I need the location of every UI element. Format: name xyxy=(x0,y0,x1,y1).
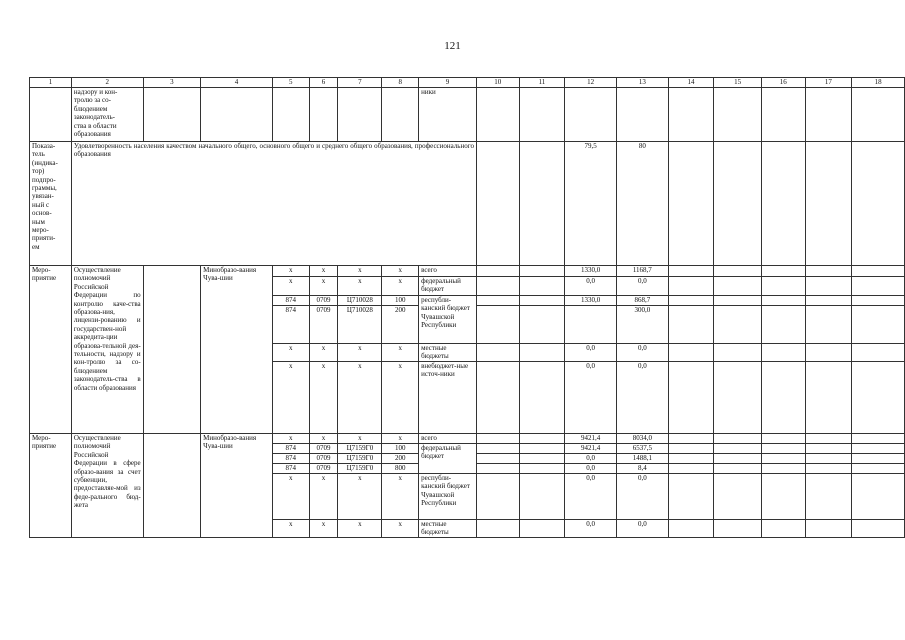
continuation-source: ники xyxy=(419,88,477,142)
cell-expense-group: 200 xyxy=(382,306,419,344)
table-row xyxy=(30,434,905,444)
indicator-text: Удовлетворенность населения качеством начального общего, основного общего и среднего общего образования, профессионального образования xyxy=(71,142,476,266)
cell-expense-group: 800 xyxy=(382,464,419,474)
header-cell: 7 xyxy=(338,78,382,88)
header-cell: 15 xyxy=(714,78,762,88)
cell-expense-group: x xyxy=(382,362,419,434)
cell-target: x xyxy=(338,277,382,296)
cell-section: 0709 xyxy=(309,444,338,454)
cell-value-12: 1330,0 xyxy=(565,266,617,277)
cell-expense-group: 100 xyxy=(382,296,419,306)
cell-grbs: x xyxy=(272,266,309,277)
cell-source: республи-канский бюджет Чувашской Республики xyxy=(419,474,477,520)
cell-value-13: 0,0 xyxy=(616,520,668,538)
table-row xyxy=(30,266,905,277)
cell-source: внебюджет-ные источ-ники xyxy=(419,362,477,434)
header-cell: 13 xyxy=(616,78,668,88)
header-cell: 8 xyxy=(382,78,419,88)
cell-section: x xyxy=(309,520,338,538)
indicator-row xyxy=(30,142,905,266)
cell-target: x xyxy=(338,474,382,520)
header-cell: 14 xyxy=(668,78,714,88)
cell-value-13: 868,7 xyxy=(616,296,668,306)
cell-section: x xyxy=(309,434,338,444)
cell-expense-group: 100 xyxy=(382,444,419,454)
cell-target: x xyxy=(338,434,382,444)
cell-section: x xyxy=(309,266,338,277)
cell-section: 0709 xyxy=(309,454,338,464)
cell-section: 0709 xyxy=(309,464,338,474)
cell-value-13: 0,0 xyxy=(616,277,668,296)
cell-section: x xyxy=(309,277,338,296)
cell-grbs: 874 xyxy=(272,296,309,306)
cell-target: Ц7159Г0 xyxy=(338,454,382,464)
cell-target: Ц710028 xyxy=(338,306,382,344)
measure-type: Меро- приятие xyxy=(30,266,72,434)
cell-section: x xyxy=(309,474,338,520)
cell-value-12: 0,0 xyxy=(565,474,617,520)
cell-source: местные бюджеты xyxy=(419,344,477,362)
cell-source: всего xyxy=(419,266,477,277)
cell-source: местные бюджеты xyxy=(419,520,477,538)
cell-source: федеральный бюджет xyxy=(419,444,477,474)
measure-executor: Минобразо-вания Чува-шии xyxy=(201,266,273,434)
cell-expense-group: x xyxy=(382,266,419,277)
cell-grbs: x xyxy=(272,434,309,444)
cell-expense-group: x xyxy=(382,344,419,362)
measure-executor: Минобразо-вания Чува-шии xyxy=(201,434,273,538)
continuation-desc: надзору и кон- тролю за со- блюдением законодатель- ства в области образования xyxy=(71,88,143,142)
header-cell: 11 xyxy=(519,78,565,88)
cell-target: x xyxy=(338,362,382,434)
cell-section: 0709 xyxy=(309,296,338,306)
cell-grbs: x xyxy=(272,362,309,434)
cell-grbs: x xyxy=(272,474,309,520)
cell-target: Ц7159Г0 xyxy=(338,464,382,474)
cell-expense-group: 200 xyxy=(382,454,419,464)
cell-expense-group: x xyxy=(382,474,419,520)
cell-value-13: 1488,1 xyxy=(616,454,668,464)
cell-section: x xyxy=(309,344,338,362)
cell-grbs: x xyxy=(272,277,309,296)
cell-value-13: 0,0 xyxy=(616,344,668,362)
cell-target: x xyxy=(338,266,382,277)
header-cell: 10 xyxy=(476,78,519,88)
page-number: 121 xyxy=(444,40,461,52)
header-row xyxy=(30,78,905,88)
cell-value-13: 8,4 xyxy=(616,464,668,474)
cell-source: федеральный бюджет xyxy=(419,277,477,296)
cell-value-12: 1330,0 xyxy=(565,296,617,306)
cell-value-12: 0,0 xyxy=(565,454,617,464)
header-cell: 2 xyxy=(71,78,143,88)
program-table xyxy=(29,77,905,538)
cell-value-12: 9421,4 xyxy=(565,434,617,444)
indicator-value-12: 79,5 xyxy=(565,142,617,266)
cell-source: всего xyxy=(419,434,477,444)
cell-grbs: 874 xyxy=(272,464,309,474)
cell-value-12: 0,0 xyxy=(565,344,617,362)
cell-grbs: 874 xyxy=(272,454,309,464)
header-cell: 12 xyxy=(565,78,617,88)
measure-description: Осуществление полномочий Российской Федерации в сфере образо-вания за счет субвенции, предоставляе-мой из феде-рального бюд-жета xyxy=(71,434,143,538)
header-cell: 16 xyxy=(761,78,805,88)
header-cell: 17 xyxy=(805,78,852,88)
continuation-row xyxy=(30,88,905,142)
header-cell: 9 xyxy=(419,78,477,88)
cell-value-13: 8034,0 xyxy=(616,434,668,444)
header-cell: 6 xyxy=(309,78,338,88)
cell-target: x xyxy=(338,344,382,362)
header-cell: 1 xyxy=(30,78,72,88)
cell-value-12: 0,0 xyxy=(565,362,617,434)
cell-grbs: x xyxy=(272,344,309,362)
cell-grbs: 874 xyxy=(272,444,309,454)
cell-expense-group: x xyxy=(382,434,419,444)
cell-value-12: 9421,4 xyxy=(565,444,617,454)
cell-value-13: 0,0 xyxy=(616,474,668,520)
header-cell: 3 xyxy=(143,78,200,88)
measure-type: Меро- приятие xyxy=(30,434,72,538)
header-cell: 5 xyxy=(272,78,309,88)
cell-value-13: 300,0 xyxy=(616,306,668,344)
measure-description: Осуществление полномочий Российской Федерации по контролю каче-ства образова-ния, лицензи-рованию и государствен-ной аккредита-ции образова-тельной дея-тельности, надзору и кон-тролю за со-блюдением законодатель-ства в области образования xyxy=(71,266,143,434)
header-cell: 18 xyxy=(852,78,905,88)
cell-grbs: x xyxy=(272,520,309,538)
cell-value-12: 0,0 xyxy=(565,520,617,538)
cell-target: Ц710028 xyxy=(338,296,382,306)
cell-source: республи-канский бюджет Чувашской Республики xyxy=(419,296,477,344)
cell-target: Ц7159Г0 xyxy=(338,444,382,454)
cell-value-12: 0,0 xyxy=(565,277,617,296)
cell-value-12 xyxy=(565,306,617,344)
cell-expense-group: x xyxy=(382,520,419,538)
cell-value-13: 6537,5 xyxy=(616,444,668,454)
cell-value-13: 1168,7 xyxy=(616,266,668,277)
cell-expense-group: x xyxy=(382,277,419,296)
header-cell: 4 xyxy=(201,78,273,88)
cell-section: x xyxy=(309,362,338,434)
cell-value-12: 0,0 xyxy=(565,464,617,474)
cell-value-13: 0,0 xyxy=(616,362,668,434)
cell-section: 0709 xyxy=(309,306,338,344)
cell-grbs: 874 xyxy=(272,306,309,344)
cell-target: x xyxy=(338,520,382,538)
indicator-value-13: 80 xyxy=(616,142,668,266)
indicator-label: Показа- тель (индика- тор) подпро- граммы, увязан- ный с основ- ным меро- прияти- ем xyxy=(30,142,72,266)
